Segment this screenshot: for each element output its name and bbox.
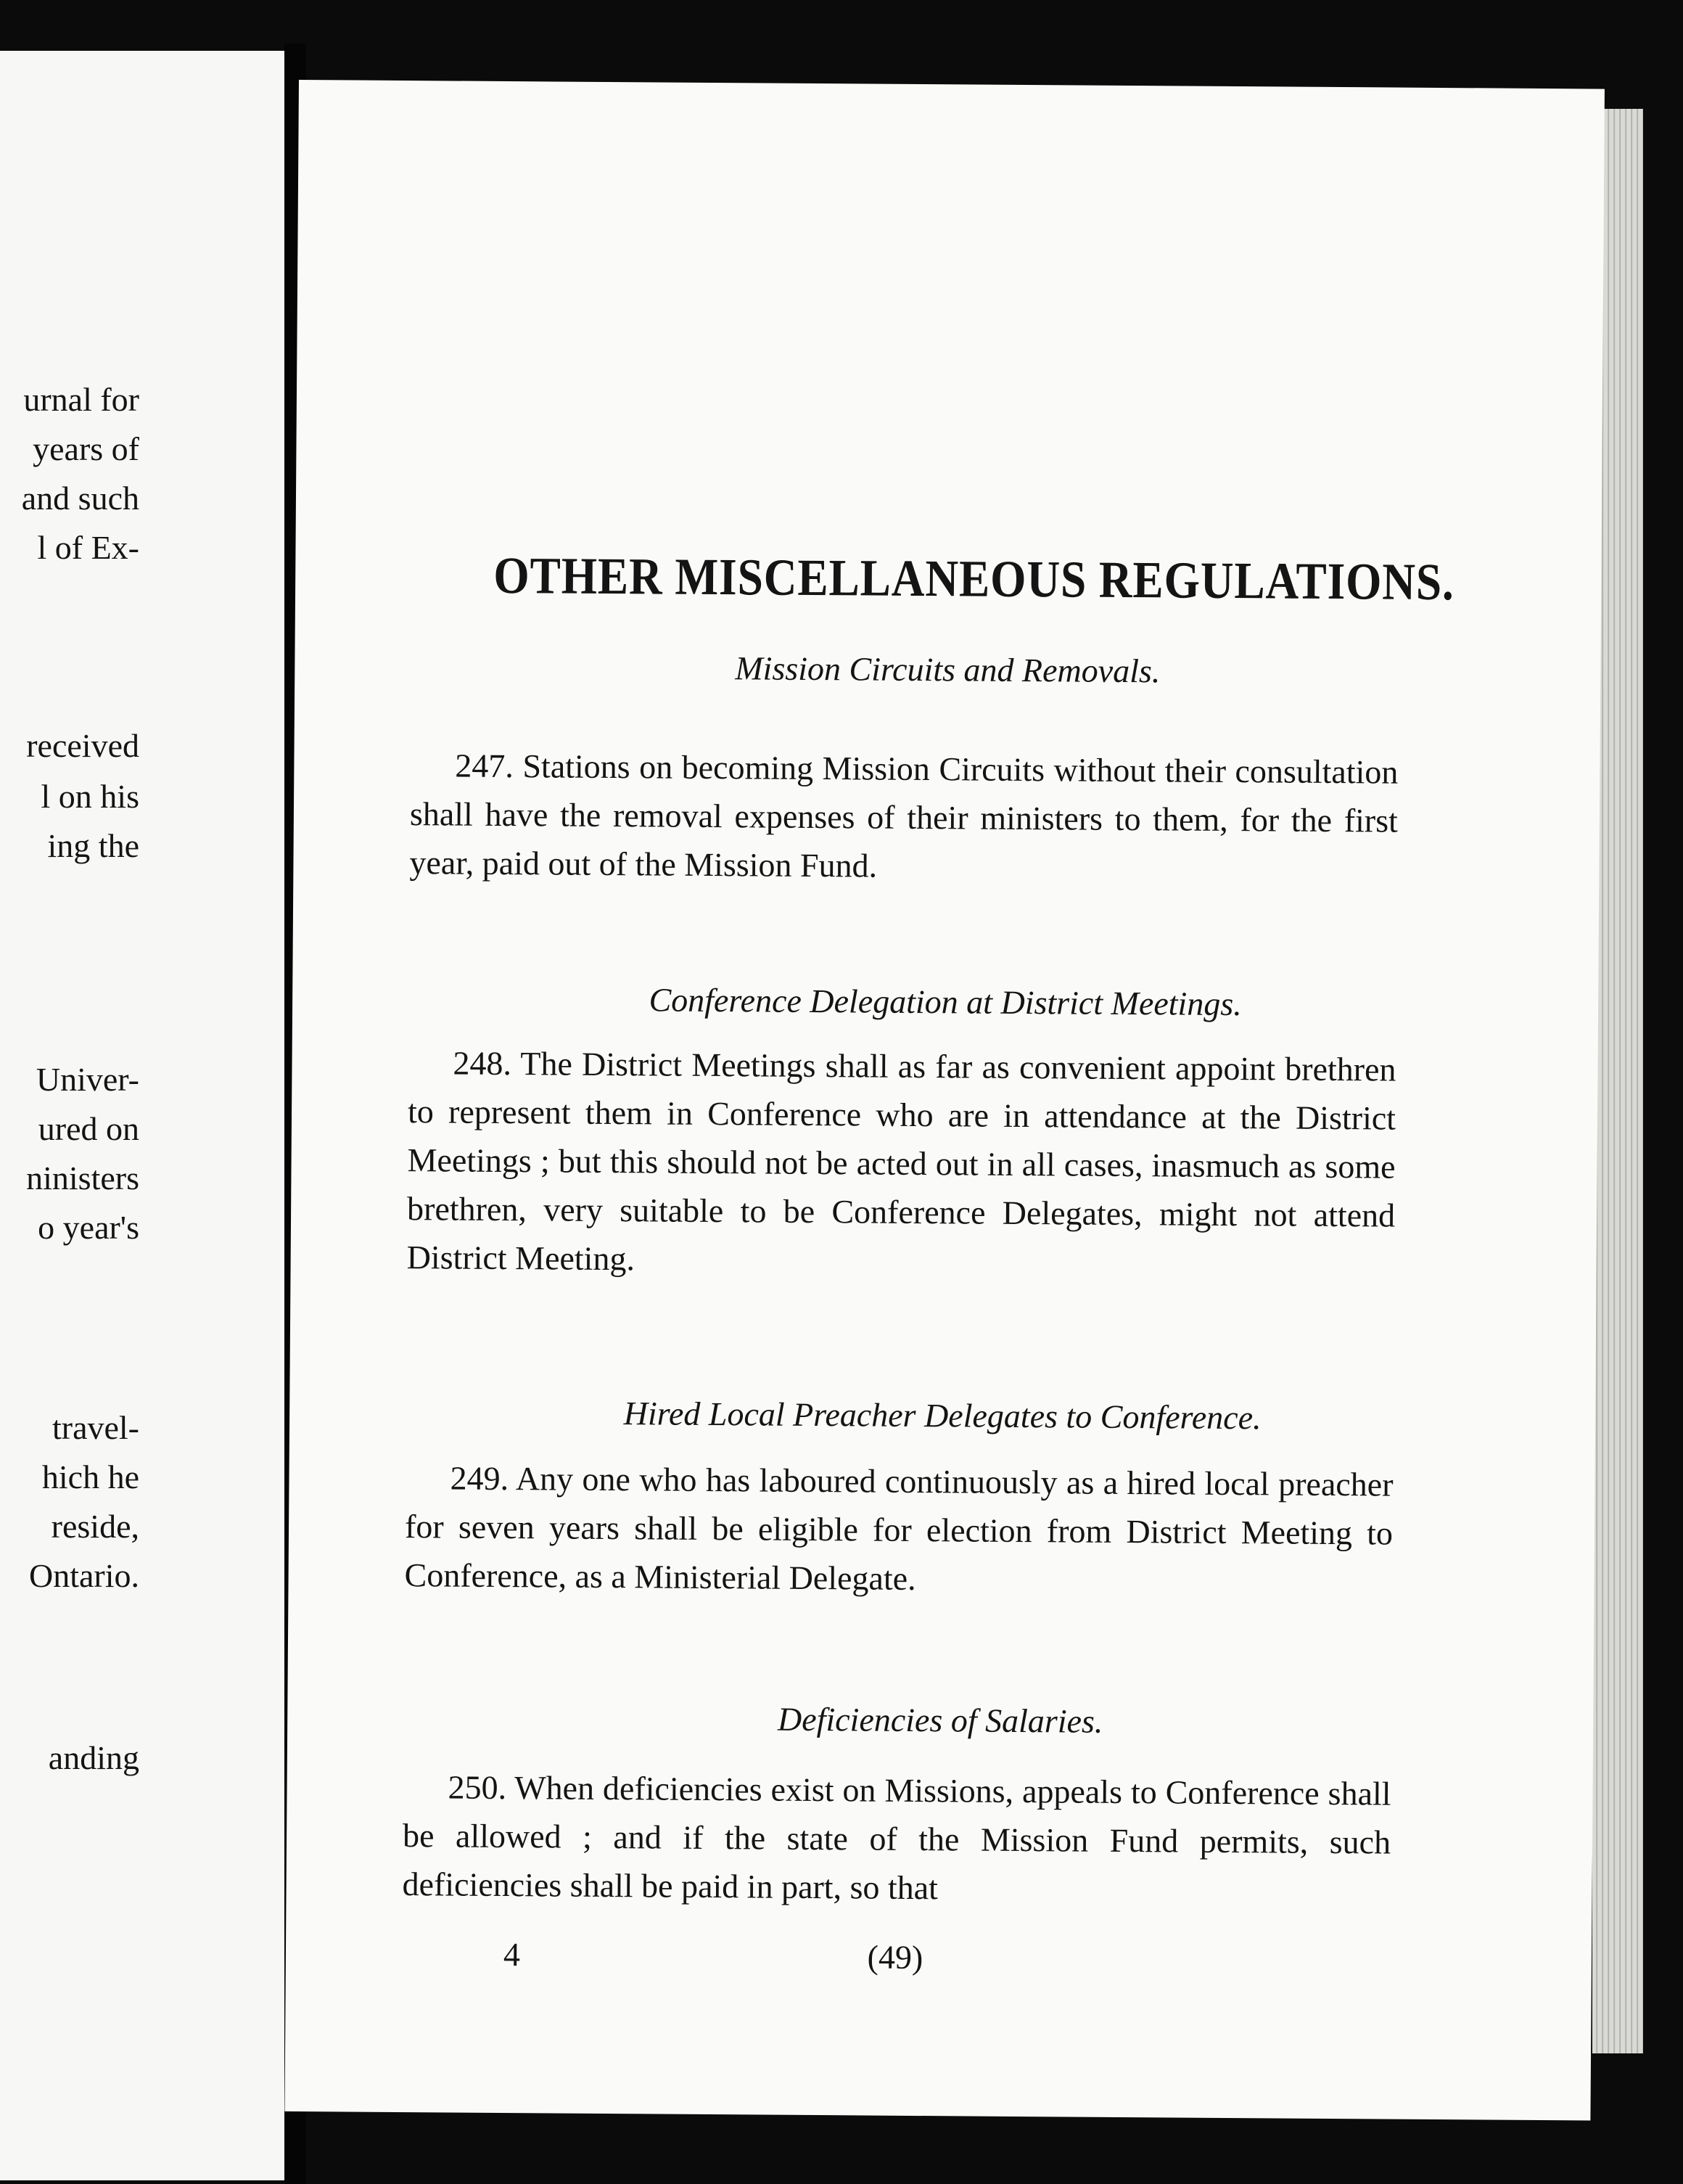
facing-page-line: anding — [48, 1739, 139, 1776]
section-number: 248. — [453, 1044, 512, 1083]
section-subheading: Deficiencies of Salaries. — [777, 1700, 1103, 1740]
section-paragraph — [402, 1762, 1391, 1916]
section-number: 249. — [450, 1459, 509, 1498]
facing-page-line: received — [26, 727, 139, 764]
section-subheading: Mission Circuits and Removals. — [735, 649, 1161, 690]
facing-page-left — [0, 51, 284, 2180]
facing-page-line: and such — [21, 480, 139, 517]
page-heading: OTHER MISCELLANEOUS REGULATIONS. — [493, 546, 1455, 612]
section-paragraph — [406, 1038, 1396, 1289]
facing-page-line: ured on — [38, 1110, 139, 1147]
section-text: Stations on becoming Mission Circuits without their consultation shall have the removal expenses of their ministers to them, for the first year, paid out of the Mission Fund. — [409, 747, 1399, 884]
signature-mark: 4 — [503, 1936, 521, 1974]
facing-page-line: ninisters — [26, 1159, 139, 1196]
facing-page-line: reside, — [51, 1508, 139, 1545]
facing-page-line: l on his — [41, 778, 139, 815]
section-paragraph — [409, 741, 1398, 894]
main-page — [284, 80, 1605, 2120]
section-subheading: Hired Local Preacher Delegates to Conference. — [623, 1395, 1262, 1437]
section-number: 247. — [455, 747, 514, 785]
page-number: (49) — [867, 1938, 923, 1976]
section-subheading: Conference Delegation at District Meetings. — [649, 981, 1242, 1023]
facing-page-line: Univer- — [36, 1061, 139, 1098]
facing-page-line: ing the — [47, 827, 139, 864]
facing-page-line: hich he — [41, 1458, 139, 1495]
facing-page-line: travel- — [52, 1409, 139, 1446]
section-paragraph — [404, 1453, 1393, 1606]
section-text: The District Meetings shall as far as convenient appoint brethren to represent them in Conference who are in attendance at the District Meetings ; but this should not be acted out in all cases, inasmuch as some brethren, very suitable to be Conference Delegates, might not attend District Meeting. — [406, 1045, 1396, 1278]
facing-page-line: years of — [33, 430, 139, 467]
section-number: 250. — [448, 1768, 507, 1807]
facing-page-line: l of Ex- — [37, 529, 139, 566]
facing-page-line: o year's — [38, 1209, 139, 1246]
section-text: When deficiencies exist on Missions, appeals to Conference shall be allowed ; and if the state of the Mission Fund permits, such deficiencies shall be paid in part, so that — [402, 1769, 1391, 1907]
facing-page-line: urnal for — [23, 381, 139, 418]
facing-page-line: Ontario. — [28, 1557, 139, 1594]
section-text: Any one who has laboured continuously as a hired local preacher for seven years shall be eligible for election from District Meeting to Conference, as a Ministerial Delegate. — [404, 1460, 1394, 1597]
